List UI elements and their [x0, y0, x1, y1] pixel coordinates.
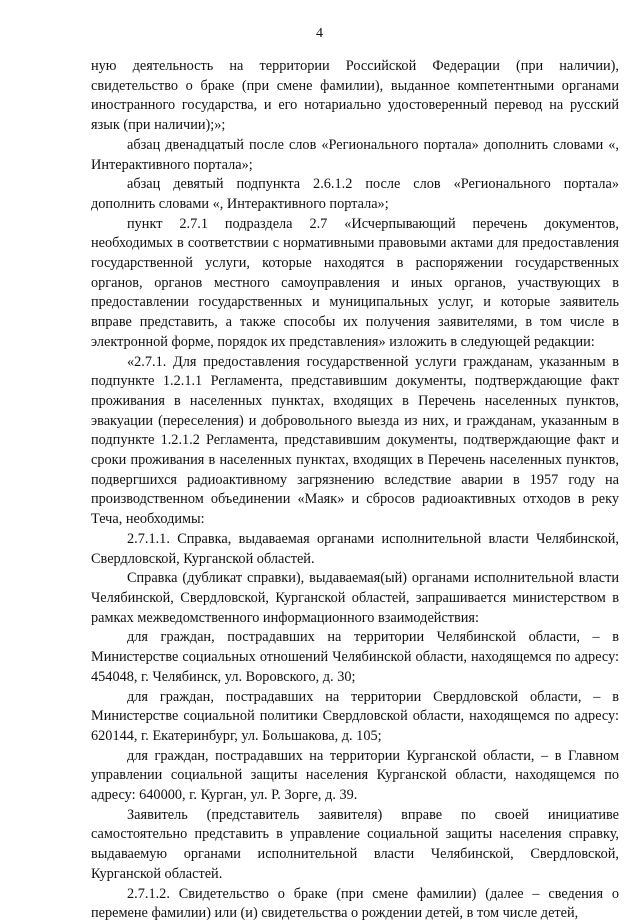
paragraph-clause-2-7-1: пункт 2.7.1 подраздела 2.7 «Исчерпывающий перечень документов, необходимых в соответствии с нормативными правовыми актами для предоставления государственной услуги, которые находятся в распоряжении государственных органов, органов местного самоуправления и иных органов, участвующих в предоставлении государственных и муниципальных услуг, и которые заявитель вправе представить, а также способы их получения заявителями, в том числе в электронной форме, порядок их представления» изложить в следующей редакции:	[91, 215, 619, 350]
paragraph-certificate-request: Справка (дубликат справки), выдаваемая(ый) органами исполнительной власти Челябинской, Свердловской, Курганской областей, запрашивается министерством в рамках межведомственного информационного взаимодействия:	[91, 570, 619, 626]
paragraph-2-7-1: «2.7.1. Для предоставления государственной услуги гражданам, указанным в подпункте 1.2.1.1 Регламента, представившим документы, подтверждающие факт проживания в населенных пунктах, входящих в Перечень населенных пунктов, эвакуации (переселения) и добровольного выезда из них, и гражданам, указанным в подпункте 1.2.1.2 Регламента, представившим документы, подтверждающие факт и сроки проживания в населенных пунктах, входящих в Перечень населенных пунктов, подвергшихся радиоактивному загрязнению вследствие аварии в 1957 году на производственном объединении «Маяк» и сбросов радиоактивных отходов в реку Теча, необходимы:	[91, 353, 619, 528]
paragraph-amendment-twelfth: абзац двенадцатый после слов «Регионального портала» дополнить словами «, Интерактивного портала»;	[91, 136, 619, 173]
paragraph-applicant-initiative: Заявитель (представитель заявителя) вправе по своей инициативе самостоятельно представить в управление социальной защиты населения справку, выдаваемую органами исполнительной власти Челябинской, Свердловской, Курганской областей.	[91, 806, 619, 882]
paragraph-2-7-1-1: 2.7.1.1. Справка, выдаваемая органами исполнительной власти Челябинской, Свердловской, Курганской областей.	[91, 530, 619, 567]
paragraph-amendment-ninth: абзац девятый подпункта 2.6.1.2 после слов «Регионального портала» дополнить словами «, Интерактивного портала»;	[91, 176, 619, 212]
paragraph-sverdlovsk: для граждан, пострадавших на территории Свердловской области, – в Министерстве социальной политики Свердловской области, находящемся по адресу: 620144, г. Екатеринбург, ул. Большакова, д. 105;	[91, 688, 619, 744]
paragraph-chelyabinsk: для граждан, пострадавших на территории Челябинской области, – в Министерстве социальных отношений Челябинской области, находящемся по адресу: 454048, г. Челябинск, ул. Воровского, д. 30;	[91, 629, 619, 685]
document-body	[91, 57, 619, 924]
paragraph-2-7-1-2: 2.7.1.2. Свидетельство о браке (при смене фамилии) (далее – сведения о перемене фамилии) или (и) свидетельства о рождении детей, в том числе детей,	[91, 885, 619, 922]
paragraph-kurgan: для граждан, пострадавших на территории Курганской области, – в Главном управлении социальной защиты населения Курганской области, находящемся по адресу: 640000, г. Курган, ул. Р. Зорге, д. 39.	[91, 747, 619, 804]
paragraph-continuation: ную деятельность на территории Российской Федерации (при наличии), свидетельство о браке (при смене фамилии), выданное компетентными органами иностранного государства, и его нотариально удостоверенный перевод на русский язык (при наличии);»;	[91, 58, 619, 134]
page-number: 4	[316, 26, 323, 41]
